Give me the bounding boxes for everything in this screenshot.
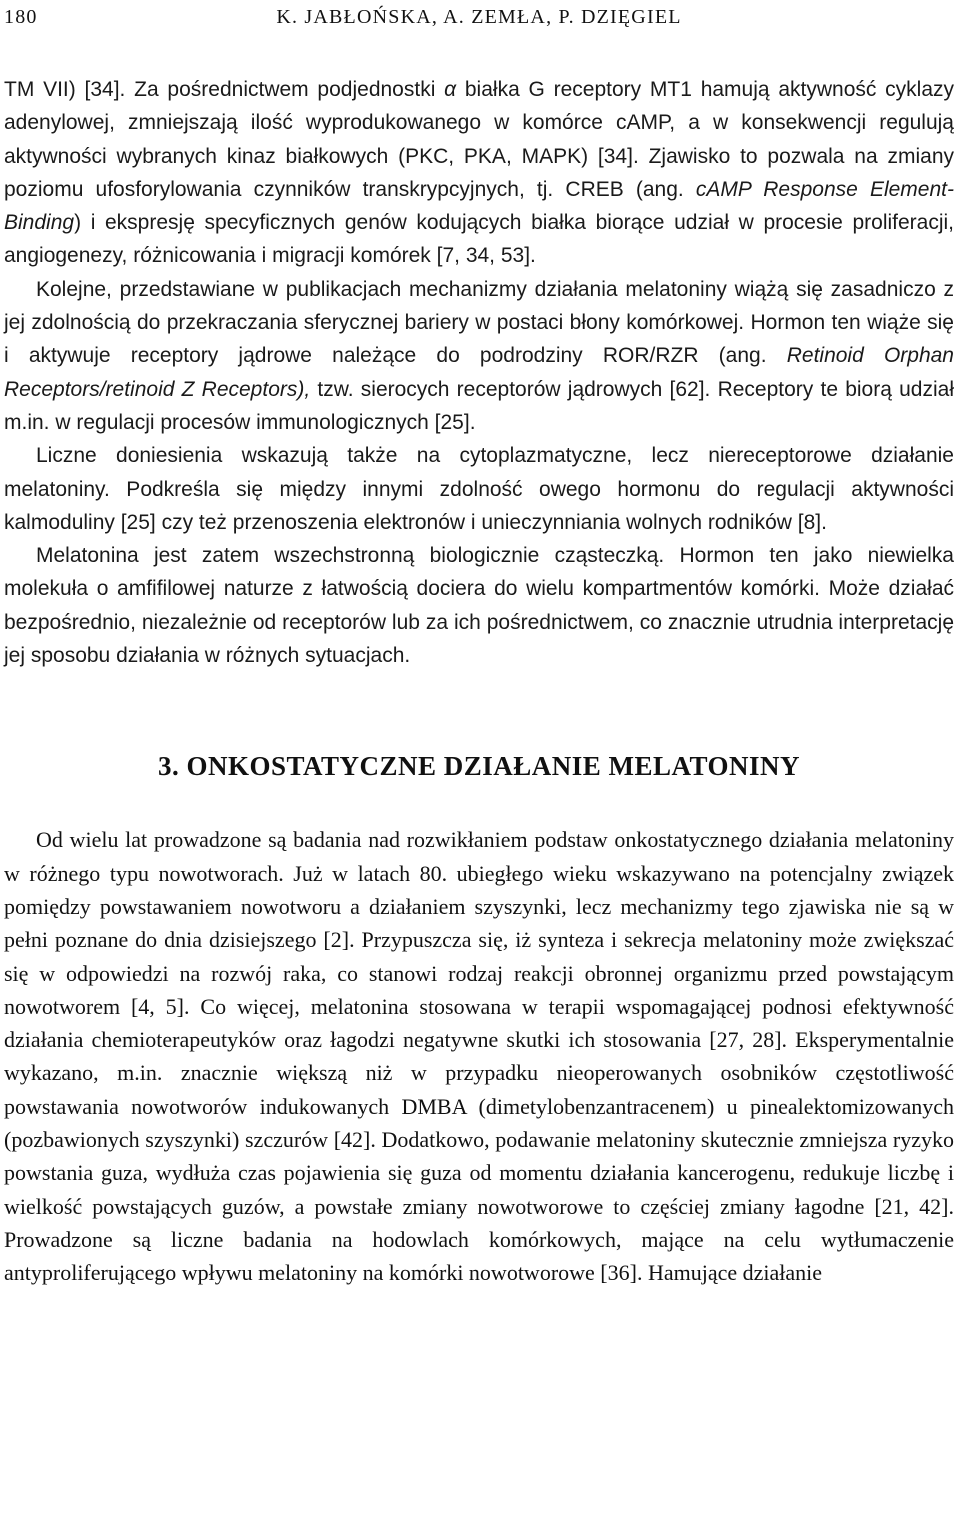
paragraph [4,823,954,1289]
italic-text-segment: Retinoid Orphan Receptors/retinoid Z Receptors), [4,344,954,401]
text-segment: Od wielu lat prowadzone są badania nad rozwikłaniem podstaw onkostatycznego działania melatoniny w różnego typu nowotworach. Już w latach 80. ubiegłego wieku wskazywano na potencjalny związek pomiędzy powstawaniem nowotworu a działaniem szyszynki, lecz mechanizmy tego zjawiska nie są w pełni poznane do dnia dzisiejszego [2]. Przypuszcza się, iż synteza i sekrecja melatoniny może zwiększać się w odpowiedzi na rozwój raka, co stanowi rodzaj reakcji obronnej organizmu przed powstającym nowotworem [4, 5]. Co więcej, melatonina stosowana w terapii wspomagającej podnosi efektywność działania chemioterapeutyków oraz łagodzi negatywne skutki ich stosowania [27, 28]. Eksperymentalnie wykazano, m.in. znacznie większą niż w przypadku nieoperowanych osobników częstotliwość powstawania nowotworów indukowanych DMBA (dimetylobenzantracenem) u pinealektomizowanych (pozbawionych szyszynki) szczurów [42]. Dodatkowo, podawanie melatoniny skutecznie zmniejsza ryzyko powstania guza, wydłuża czas pojawienia się guza od momentu działania kancerogenu, redukuje liczbę i wielkość powstających guzów, a powstałe zmiany nowotworowe to częściej zmiany łagodne [21, 42]. Prowadzone są liczne badania na hodowlach komórkowych, mające na celu wytłumaczenie antyproliferującego wpływu melatoniny na komórki nowotworowe [36]. Hamujące działanie [4,827,954,1286]
document-page [4,0,954,1290]
text-segment: Kolejne, przedstawiane w publikacjach mechanizmy działania melatoniny wiążą się zasadniczo z jej zdolnością do przekraczania sferycznej bariery w postaci błony komórkowej. Hormon ten wiąże się i aktywuje receptory jądrowe należące do podrodziny ROR/RZR (ang. [4,277,954,368]
text-segment: Liczne doniesienia wskazują także na cytoplazmatyczne, lecz niereceptorowe działanie melatoniny. Podkreśla się między innymi zdolność owego hormonu do regulacji aktywności kalmoduliny [25] czy też przenoszenia elektronów i unieczynniania wolnych rodników [8]. [4,444,954,534]
paragraph [4,539,954,672]
paragraph [4,73,954,273]
text-segment: TM VII) [34]. Za pośrednictwem podjednostki [4,78,445,101]
text-segment: Melatonina jest zatem wszechstronną biologicznie cząsteczką. Hormon ten jako niewielka molekuła o amfifilowej naturze z łatwością dociera do wielu kompartmentów komórki. Może działać bezpośrednio, niezależnie od receptorów lub za ich pośrednictwem, co znacznie utrudnia interpretację jej sposobu działania w różnych sytuacjach. [4,544,954,668]
body-text-continued [4,73,954,672]
italic-text-segment: α [444,78,457,101]
section-body-text [4,823,954,1289]
paragraph [4,273,954,439]
text-segment: białka G receptory MT1 hamują aktywność cyklazy adenylowej, zmniejszają ilość wyprodukowanego w komórce cAMP, a w konsekwencji regulują aktywności wybranych kinaz białkowych (PKC, PKA, MAPK) [34]. Zjawisko to pozwala na zmiany poziomu ufosforylowania czynników transkrypcyjnych, tj. CREB (ang. [4,78,954,201]
header-authors: K. JABŁOŃSKA, A. ZEMŁA, P. DZIĘGIEL [276,6,682,28]
text-segment: tzw. sierocych receptorów jądrowych [62]. Receptory te biorą udział m.in. w regulacji procesów immunologicznych [25]. [4,377,954,434]
paragraph [4,439,954,539]
text-segment: ) i ekspresję specyficznych genów kodujących białka biorące udział w procesie proliferacji, angiogenezy, różnicowania i migracji komórek [7, 34, 53]. [4,211,954,268]
running-header [4,0,954,36]
section-heading: 3. ONKOSTATYCZNE DZIAŁANIE MELATONINY [157,751,801,782]
italic-text-segment: cAMP Response Element-Binding [4,177,954,235]
page-number: 180 [4,6,38,28]
